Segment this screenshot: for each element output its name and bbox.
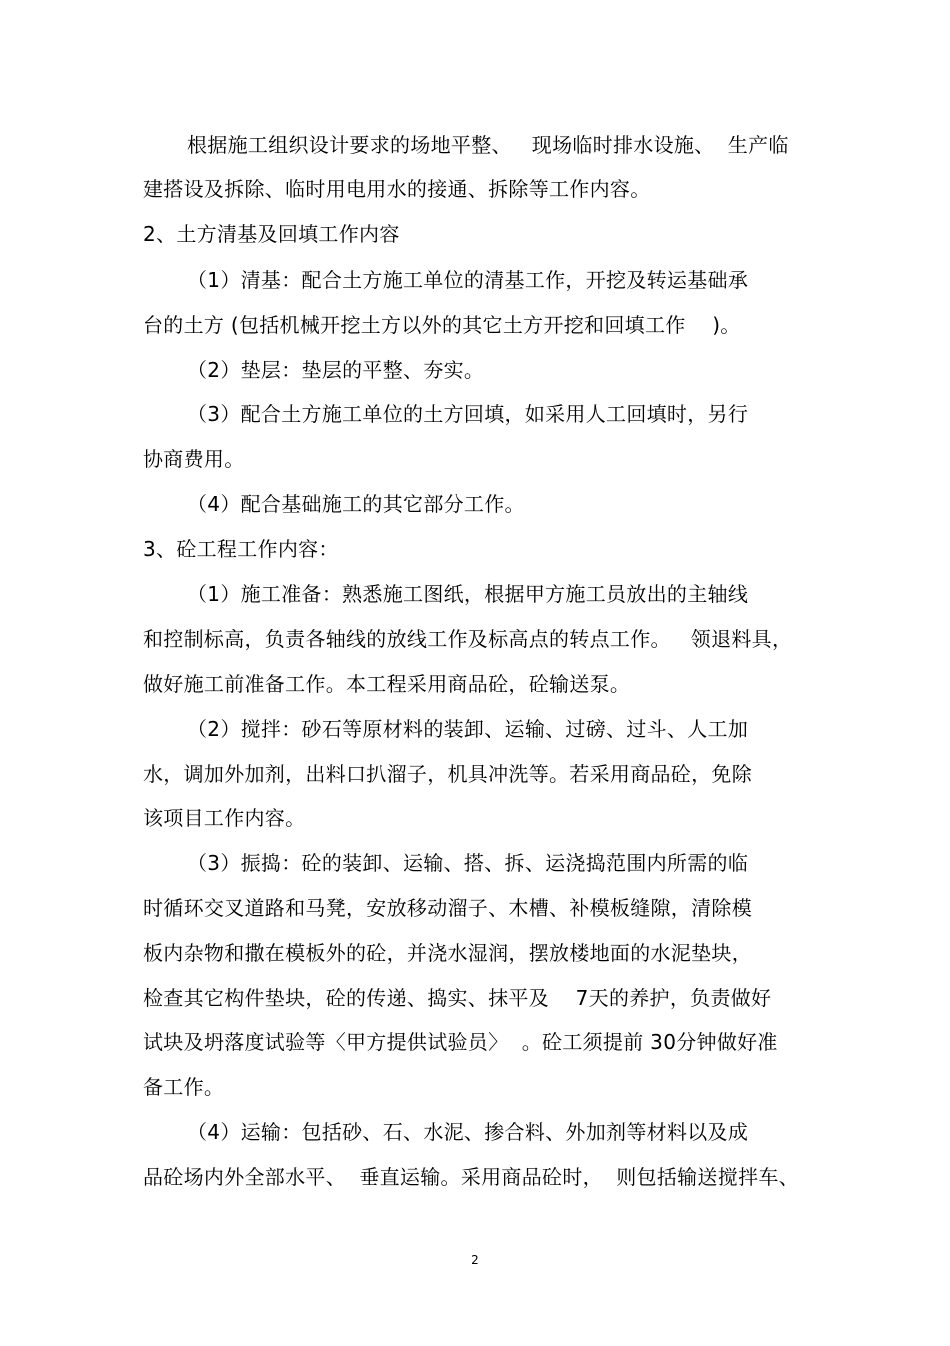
section-heading: 2、土方清基及回填工作内容 xyxy=(143,222,400,246)
text-line: （2）搅拌：砂石等原材料的装卸、运输、过磅、过斗、人工加 xyxy=(187,717,749,741)
text-line: 协商费用。 xyxy=(143,447,245,471)
text-line: 试块及坍落度试验等〈甲方提供试验员〉 。砼工须提前 30分钟做好准 xyxy=(143,1030,778,1054)
text-line: （1）施工准备：熟悉施工图纸，根据甲方施工员放出的主轴线 xyxy=(187,582,749,606)
text-line: 和控制标高，负责各轴线的放线工作及标高点的转点工作。 领退料具， xyxy=(143,627,793,651)
text-line: 该项目工作内容。 xyxy=(143,806,306,830)
text-line: （2）垫层：垫层的平整、夯实。 xyxy=(187,358,485,382)
text-line: （4）配合基础施工的其它部分工作。 xyxy=(187,492,525,516)
page-number: 2 xyxy=(471,1253,479,1267)
text-line: 根据施工组织设计要求的场地平整、 现场临时排水设施、 生产临 xyxy=(187,133,789,157)
text-line: （3）配合土方施工单位的土方回填，如采用人工回填时，另行 xyxy=(187,402,749,426)
text-line: 板内杂物和撒在模板外的砼，并浇水湿润，摆放楼地面的水泥垫块， xyxy=(143,941,752,965)
text-line: 台的土方 (包括机械开挖土方以外的其它土方开挖和回填工作 )。 xyxy=(143,313,741,337)
text-line: （1）清基：配合土方施工单位的清基工作，开挖及转运基础承 xyxy=(187,268,749,292)
text-line: 时循环交叉道路和马凳，安放移动溜子、木槽、补模板缝隙，清除模 xyxy=(143,896,752,920)
text-line: 检查其它构件垫块，砼的传递、捣实、抹平及 7天的养护，负责做好 xyxy=(143,986,772,1010)
text-line: 品砼场内外全部水平、 垂直运输。采用商品砼时， 则包括输送搅拌车、 xyxy=(143,1165,799,1189)
text-line: （3）振捣：砼的装卸、运输、搭、拆、运浇捣范围内所需的临 xyxy=(187,851,749,875)
text-line: （4）运输：包括砂、石、水泥、掺合料、外加剂等材料以及成 xyxy=(187,1120,749,1144)
text-line: 备工作。 xyxy=(143,1075,225,1099)
text-line: 做好施工前准备工作。本工程采用商品砼，砼输送泵。 xyxy=(143,672,631,696)
text-line: 建搭设及拆除、临时用电用水的接通、拆除等工作内容。 xyxy=(143,177,651,201)
text-line: 水，调加外加剂，出料口扒溜子，机具冲洗等。若采用商品砼，免除 xyxy=(143,762,752,786)
section-heading: 3、砼工程工作内容： xyxy=(143,537,339,561)
